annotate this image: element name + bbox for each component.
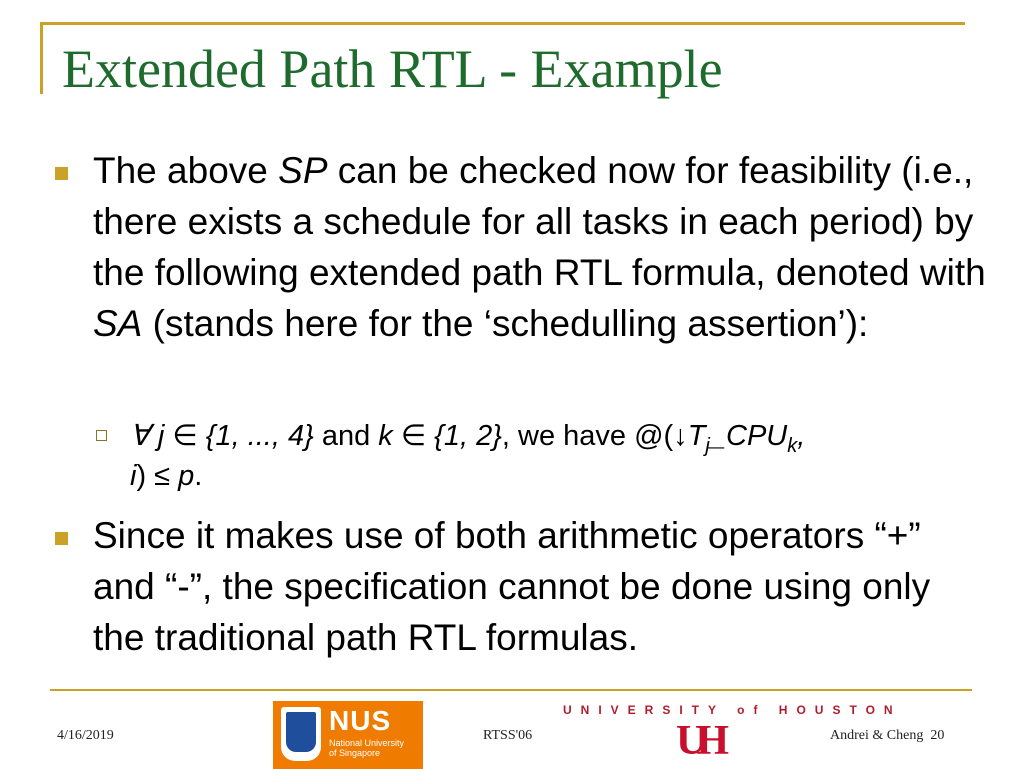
footer-center: RTSS'06 <box>483 728 533 743</box>
page-number: 20 <box>930 728 945 743</box>
sub-bullet-text-line2: i) ≤ p. <box>130 460 203 492</box>
title-frame-top <box>40 22 965 25</box>
bullet-square-icon <box>55 532 68 545</box>
sub-bullet-text: ∀ j ∈ {1, ..., 4} and k ∈ {1, 2}, we have $@(↓T_j\_CPU_k$, <box>130 420 806 457</box>
nus-logo: NUS National University of Singapore <box>273 701 423 769</box>
sp-term: SP <box>278 150 328 191</box>
bullet-1-text: The above SP can be checked now for feasibility (i.e., there exists a schedule for all tasks in each period) by the following extended path RTL formula, denoted with SA (stands here for the ‘schedulling assertion’): <box>93 150 986 344</box>
uh-wordmark: UNIVERSITY of HOUSTON <box>563 703 902 717</box>
sa-term: SA <box>93 303 143 344</box>
nus-crest-icon <box>281 707 321 761</box>
bullet-square-icon <box>55 167 68 180</box>
footer-rule <box>50 689 972 691</box>
bullet-2-text: Since it makes use of both arithmetic operators “+” and “-”, the specification cannot be done using only the traditional path RTL formulas. <box>93 515 931 658</box>
uh-logo-icon: UH <box>676 718 719 764</box>
slide-title: Extended Path RTL - Example <box>62 39 723 99</box>
title-frame-left <box>40 22 43 94</box>
hollow-square-icon <box>96 430 107 441</box>
footer-author: Andrei & Cheng 20 <box>830 728 945 743</box>
footer-date: 4/16/2019 <box>57 728 114 743</box>
